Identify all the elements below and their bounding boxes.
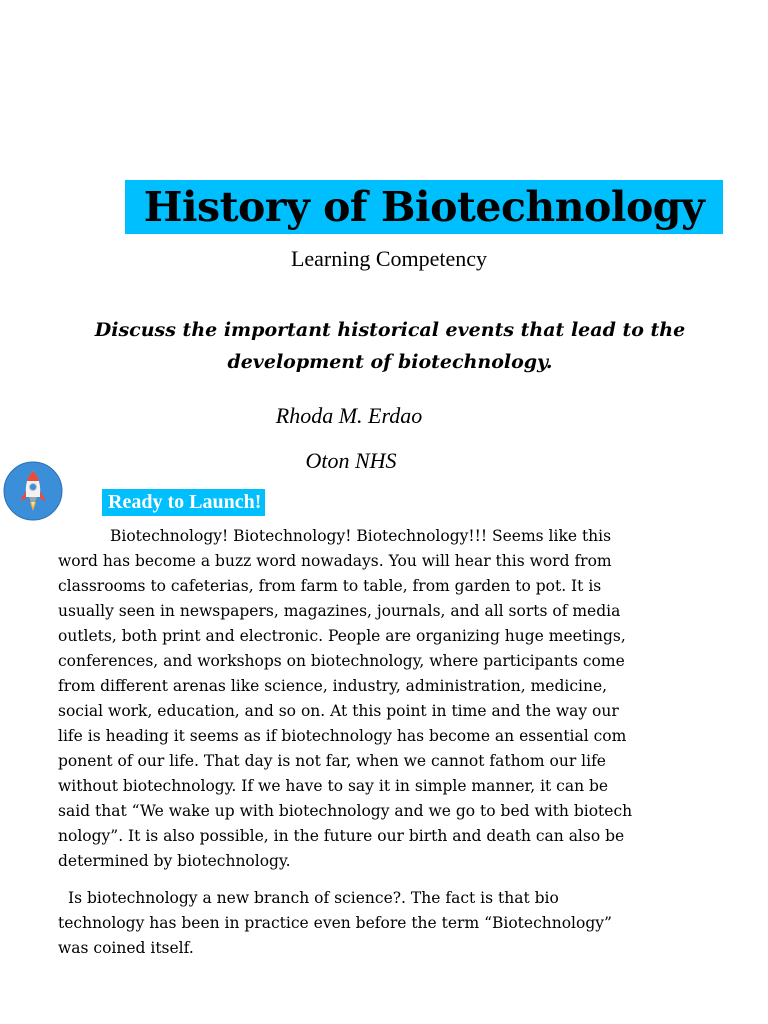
- school-name: Oton NHS: [305, 448, 397, 473]
- paragraph-line: technology has been in practice even before the term “Biotechnology”: [58, 914, 612, 932]
- learning-competency-statement: [40, 314, 740, 378]
- paragraph-line: Biotechnology! Biotechnology! Biotechnology!!! Seems like this: [110, 527, 612, 545]
- rocket-icon: [3, 461, 63, 521]
- paragraph-line: classrooms to cafeterias, from farm to table, from garden to pot. It is: [58, 577, 602, 595]
- paragraph-line: conferences, and workshops on biotechnology, where participants come: [58, 652, 625, 670]
- paragraph-line: from different arenas like science, industry, administration, medicine,: [58, 677, 608, 695]
- paragraph-line: usually seen in newspapers, magazines, journals, and all sorts of media: [58, 602, 621, 620]
- competency-line: Discuss the important historical events that lead to the: [94, 319, 686, 341]
- title-highlight: [125, 180, 723, 234]
- paragraph-line: word has become a buzz word nowadays. You will hear this word from: [58, 552, 612, 570]
- paragraph-line: outlets, both print and electronic. People are organizing huge meetings,: [58, 627, 626, 645]
- learning-competency-label: Learning Competency: [290, 246, 488, 271]
- paragraph-line: without biotechnology. If we have to say it in simple manner, it can be: [58, 777, 609, 795]
- paragraph-line: determined by biotechnology.: [58, 852, 291, 870]
- paragraph-line: nology”. It is also possible, in the future our birth and death can also be: [58, 827, 625, 845]
- second-paragraph: [58, 886, 708, 961]
- section-heading-ready-to-launch: Ready to Launch!: [102, 489, 265, 516]
- document-title: History of Biotechnology: [143, 183, 705, 231]
- competency-line: development of biotechnology.: [227, 351, 553, 373]
- paragraph-line: said that “We wake up with biotechnology and we go to bed with biotech: [58, 802, 633, 820]
- intro-paragraph: [58, 524, 708, 874]
- paragraph-line: Is biotechnology a new branch of science?. The fact is that bio: [68, 889, 559, 907]
- author-name: Rhoda M. Erdao: [275, 403, 423, 428]
- paragraph-line: life is heading it seems as if biotechnology has become an essential com: [58, 727, 627, 745]
- paragraph-line: social work, education, and so on. At this point in time and the way our: [58, 702, 619, 720]
- paragraph-line: was coined itself.: [58, 939, 194, 957]
- paragraph-line: ponent of our life. That day is not far, when we cannot fathom our life: [58, 752, 606, 770]
